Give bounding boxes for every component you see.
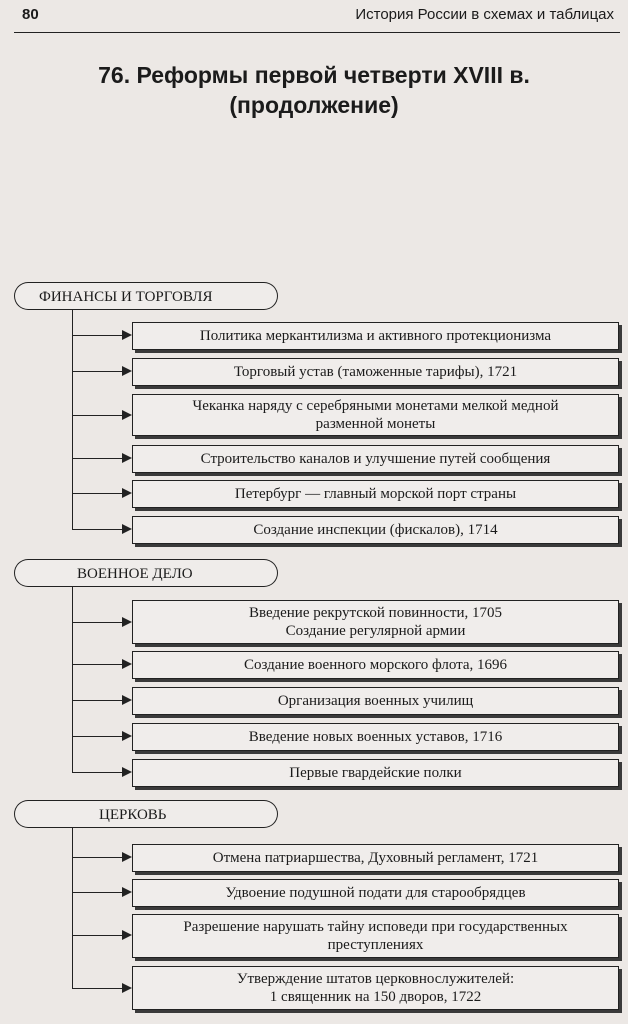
arrow-icon [122, 887, 132, 897]
arrow-icon [122, 930, 132, 940]
section-label: ЦЕРКОВЬ [99, 807, 167, 823]
reform-box: Строительство каналов и улучшение путей сообщения [132, 445, 619, 473]
reform-box: Введение рекрутской повинности, 1705 Создание регулярной армии [132, 600, 619, 644]
arrow-icon [122, 983, 132, 993]
section-header-military [14, 559, 264, 587]
arrow-icon [122, 488, 132, 498]
connector-line [72, 335, 122, 336]
arrow-icon [122, 767, 132, 777]
connector-line [72, 622, 122, 623]
section-header-church [14, 800, 264, 828]
header-rule [14, 32, 620, 33]
arrow-icon [122, 695, 132, 705]
section-label: ФИНАНСЫ И ТОРГОВЛЯ [39, 289, 213, 305]
reform-box: Создание военного морского флота, 1696 [132, 651, 619, 679]
connector-trunk [72, 587, 73, 772]
arrow-icon [122, 731, 132, 741]
page-number: 80 [22, 6, 39, 23]
arrow-icon [122, 366, 132, 376]
reform-box: Петербург — главный морской порт страны [132, 480, 619, 508]
arrow-icon [122, 330, 132, 340]
running-title: История России в схемах и таблицах [355, 6, 614, 23]
title-line-2: (продолжение) [229, 92, 399, 118]
connector-trunk [72, 828, 73, 988]
reform-box: Утверждение штатов церковнослужителей: 1 священник на 150 дворов, 1722 [132, 966, 619, 1010]
connector-line [72, 371, 122, 372]
section-label: ВОЕННОЕ ДЕЛО [77, 566, 193, 582]
arrow-icon [122, 453, 132, 463]
reform-box: Отмена патриаршества, Духовный регламент, 1721 [132, 844, 619, 872]
reform-box: Удвоение подушной подати для старообрядцев [132, 879, 619, 907]
connector-line [72, 772, 122, 773]
connector-line [72, 529, 122, 530]
reform-box: Создание инспекции (фискалов), 1714 [132, 516, 619, 544]
reform-box: Торговый устав (таможенные тарифы), 1721 [132, 358, 619, 386]
connector-line [72, 988, 122, 989]
connector-line [72, 458, 122, 459]
arrow-icon [122, 852, 132, 862]
title-line-1: 76. Реформы первой четверти XVIII в. [98, 62, 530, 88]
reform-box: Первые гвардейские полки [132, 759, 619, 787]
arrow-icon [122, 410, 132, 420]
section-header-finance [14, 282, 264, 310]
page-title [0, 60, 628, 120]
connector-line [72, 857, 122, 858]
arrow-icon [122, 659, 132, 669]
connector-line [72, 935, 122, 936]
arrow-icon [122, 617, 132, 627]
connector-line [72, 664, 122, 665]
connector-line [72, 493, 122, 494]
connector-line [72, 415, 122, 416]
reform-box: Организация военных училищ [132, 687, 619, 715]
connector-line [72, 736, 122, 737]
connector-trunk [72, 310, 73, 529]
reform-box: Чеканка наряду с серебряными монетами мелкой медной разменной монеты [132, 394, 619, 436]
connector-line [72, 892, 122, 893]
arrow-icon [122, 524, 132, 534]
reform-box: Введение новых военных уставов, 1716 [132, 723, 619, 751]
reform-box: Политика меркантилизма и активного протекционизма [132, 322, 619, 350]
reform-box: Разрешение нарушать тайну исповеди при государственных преступлениях [132, 914, 619, 958]
connector-line [72, 700, 122, 701]
